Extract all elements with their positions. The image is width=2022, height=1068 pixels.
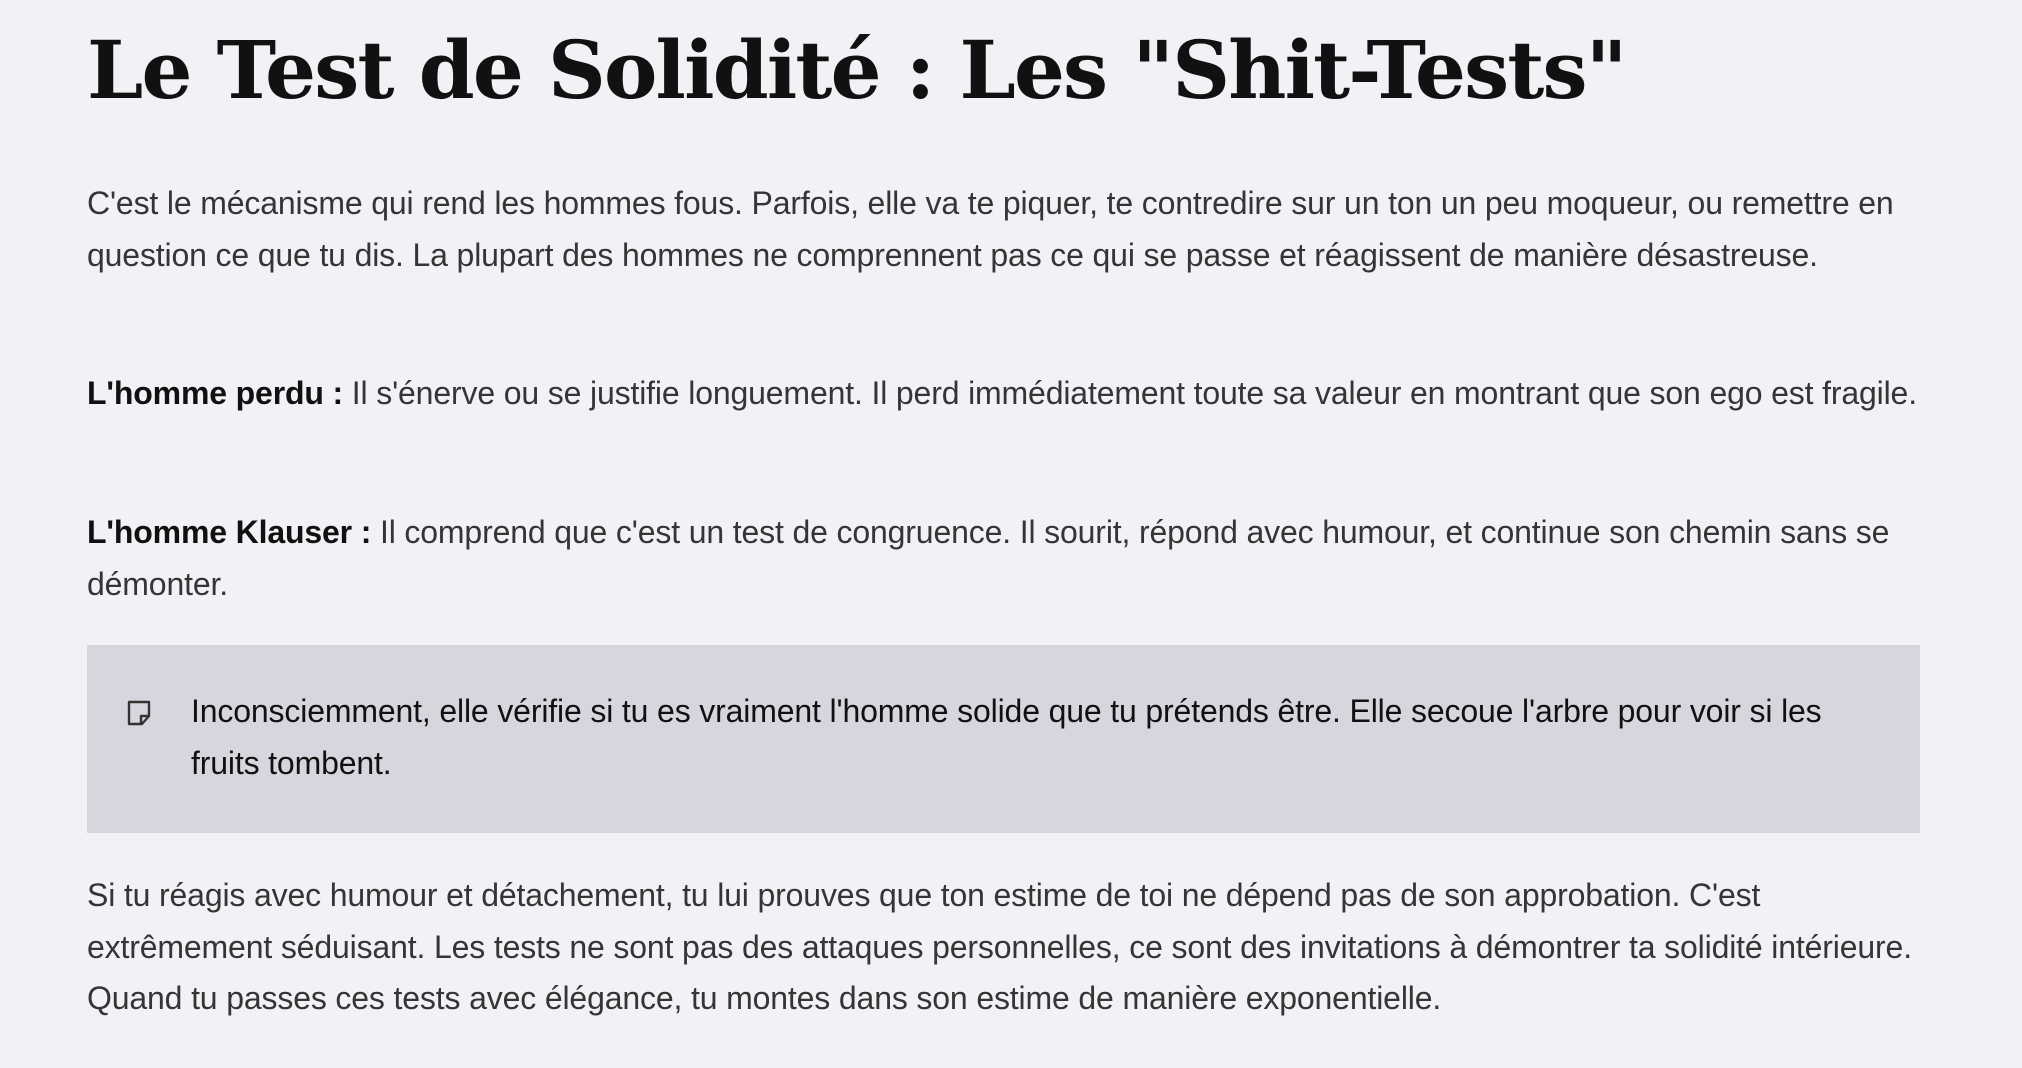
callout-text: Inconsciemment, elle vérifie si tu es vraiment l'homme solide que tu prétends être. Elle secoue l'arbre pour voir si les fruits tombent. bbox=[191, 693, 1822, 781]
callout-box bbox=[87, 645, 1920, 833]
closing-paragraph: Si tu réagis avec humour et détachement, tu lui prouves que ton estime de toi ne dépend pas de son approbation. C'est extrêmement séduisant. Les tests ne sont pas des attaques personnelles, ce sont des invitations à démontrer ta solidité intérieure. Quand tu passes ces tests avec élégance, tu montes dans son estime de manière exponentielle. bbox=[87, 877, 1912, 1016]
page-title: Le Test de Solidité : Les "Shit-Tests" bbox=[87, 23, 1626, 117]
note-icon bbox=[124, 698, 154, 728]
intro-paragraph: C'est le mécanisme qui rend les hommes fous. Parfois, elle va te piquer, te contredire sur un ton un peu moqueur, ou remettre en question ce que tu dis. La plupart des hommes ne comprennent pas ce qui se passe et réagissent de manière désastreuse. bbox=[87, 185, 1894, 273]
lost-man-text: Il s'énerve ou se justifie longuement. Il perd immédiatement toute sa valeur en montrant que son ego est fragile. bbox=[343, 375, 1917, 411]
lost-man-label: L'homme perdu : bbox=[87, 375, 344, 411]
lost-man-paragraph bbox=[87, 368, 1917, 420]
klauser-man-paragraph bbox=[87, 507, 1917, 610]
klauser-man-text: Il comprend que c'est un test de congruence. Il sourit, répond avec humour, et continue son chemin sans se démonter. bbox=[87, 514, 1890, 602]
klauser-man-label: L'homme Klauser : bbox=[87, 514, 372, 550]
